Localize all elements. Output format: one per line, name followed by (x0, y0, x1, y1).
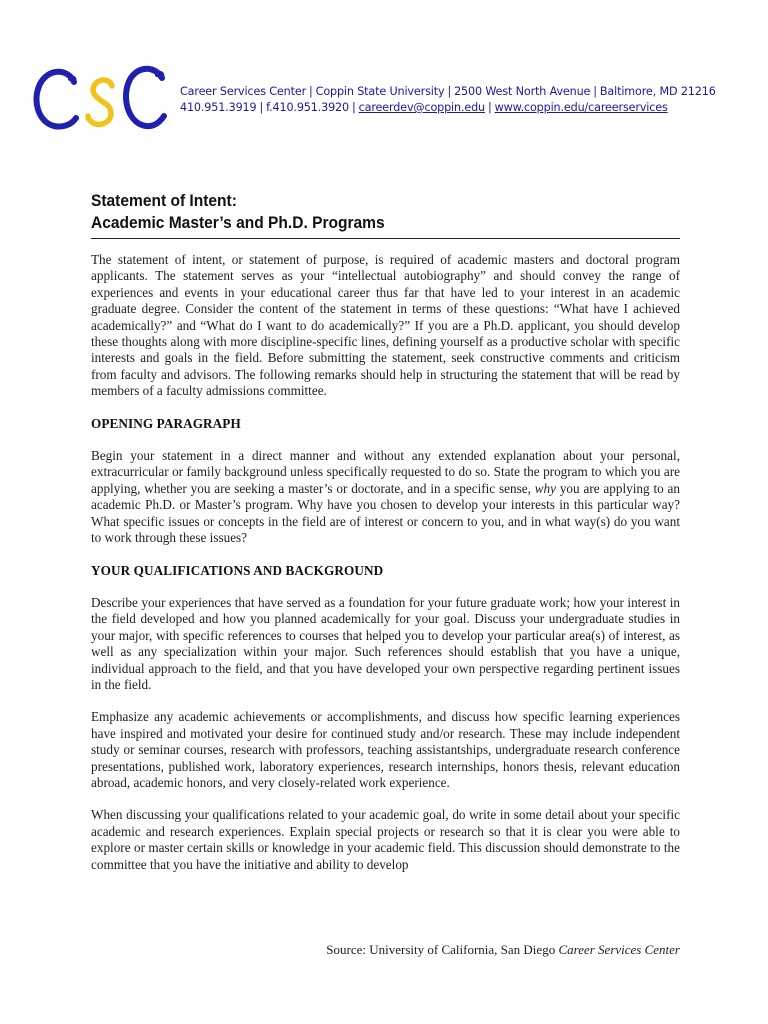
title-line-2: Academic Master’s and Ph.D. Programs (91, 214, 385, 232)
separator: | (259, 101, 264, 114)
csc-logo-graphic (28, 58, 176, 140)
contact-header (180, 84, 750, 116)
opening-paragraph (91, 448, 680, 546)
separator: | (352, 101, 356, 114)
opening-text-before: Begin your statement in a direct manner and without any extended explanation about your personal, extracurricular or family background unless specifically requested to do so. State the program to which you are applying, whether you are seeking a master’s or doctorate, and in a specific sense, (91, 448, 680, 496)
csc-logo (28, 58, 176, 140)
qualifications-paragraph-1: Describe your experiences that have served as a foundation for your future graduate work; how your interest in the field developed and how you planned academically for your goal. Discuss your undergraduate studies in your major, with specific references to courses that helped you to develop your particular area(s) of interest, as well as any specialization within your major. Such references should establish that you have a unique, individual approach to the field, and that you have developed your own perspective regarding pertinent issues in the field. (91, 594, 680, 692)
source-prefix: Source: University of California, San Diego (326, 942, 556, 957)
separator: | (309, 85, 313, 98)
contact-line-2 (180, 100, 750, 116)
city-state-zip: Baltimore, MD 21216 (599, 85, 716, 98)
opening-text-emphasis: why (534, 480, 556, 496)
street-address: 2500 West North Avenue (454, 85, 591, 98)
title-line-1: Statement of Intent: (91, 192, 237, 210)
email-link[interactable]: careerdev@coppin.edu (358, 101, 485, 114)
separator: | (593, 85, 597, 98)
source-italic: Career Services Center (558, 942, 680, 957)
website-link[interactable]: www.coppin.edu/careerservices (494, 101, 668, 114)
section-heading-qualifications: YOUR QUALIFICATIONS AND BACKGROUND (91, 562, 384, 578)
separator: | (447, 85, 452, 98)
title-divider (91, 238, 680, 239)
page-title (91, 190, 657, 234)
qualifications-paragraph-2: Emphasize any academic achievements or accomplishments, and discuss how specific learning experiences have inspired and motivated your desire for continued study and/or research. These may include independent study or seminar courses, research with professors, teaching assistantships, undergraduate research conference presentations, published work, laboratory experiences, research internships, honors thesis, relevant education abroad, academic honors, and very closely-related work experience. (91, 709, 680, 790)
source-citation (326, 942, 680, 958)
phone-number: 410.951.3919 (180, 101, 257, 114)
contact-line-1 (180, 84, 750, 100)
qualifications-paragraph-3: When discussing your qualifications related to your academic goal, do write in some detail about your specific academic and research experiences. Explain special projects or research so that it is clear you were able to explore or master certain skills or knowledge in your academic field. This discussion should demonstrate to the committee that you have the initiative and ability to develop (91, 807, 680, 872)
intro-paragraph: The statement of intent, or statement of purpose, is required of academic masters and doctoral program applicants. The statement serves as your “intellectual autobiography” and should convey the range of experiences and events in your educational career thus far that have led to your interest in an academic graduate degree. Consider the content of the statement in terms of these questions: “What have I achieved academically?” and “What do I want to do academically?” If you are a Ph.D. applicant, you should develop these thoughts along with more discipline-specific lines, defining yourself as a productive scholar with specific interests and goals in the field. Before submitting the statement, seek constructive comments and criticism from faculty and advisors. The following remarks should help in structuring the statement that will be read by members of a faculty admissions committee. (91, 252, 680, 399)
document-body (91, 252, 680, 873)
fax-number: f.410.951.3920 (266, 101, 349, 114)
org-name: Career Services Center (180, 85, 307, 98)
separator: | (487, 101, 492, 114)
section-heading-opening: OPENING PARAGRAPH (91, 415, 241, 431)
opening-text-after: you are applying to an academic Ph.D. or Master’s program. Why have you chosen to develop your interests in this particular way? What specific issues or concepts in the field are of interest or concern to you, and in what way(s) do you want to work through these issues? (91, 480, 681, 546)
university-name: Coppin State University (315, 85, 445, 98)
